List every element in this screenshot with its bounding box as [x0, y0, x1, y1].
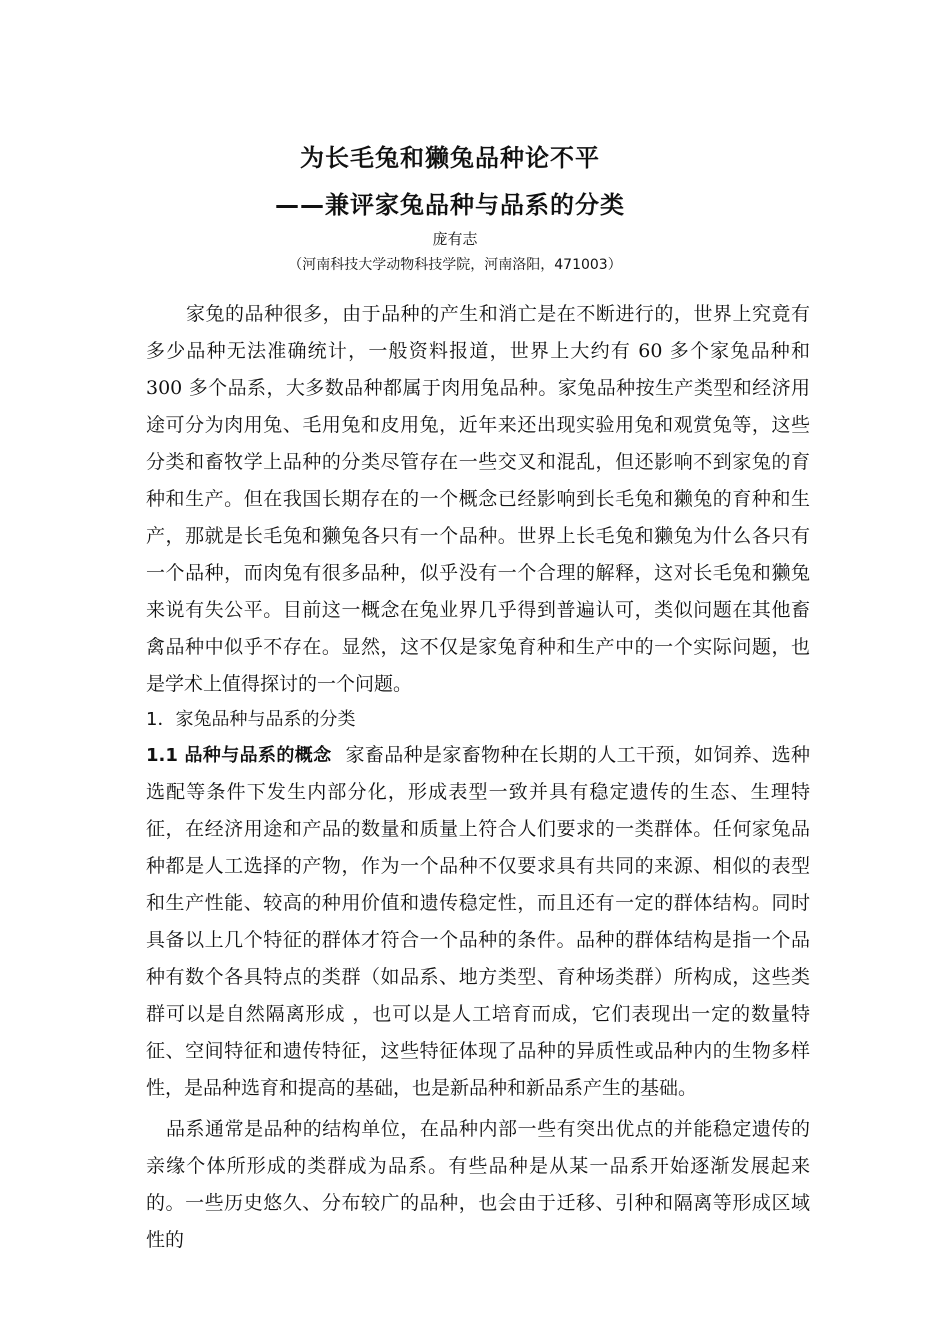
author-name: 庞有志 — [432, 230, 478, 248]
document-subtitle: ——兼评家兔品种与品系的分类 — [275, 191, 625, 219]
concept-body: 家畜品种是家畜物种在长期的人工干预，如饲养、选种选配等条件下发生内部分化，形成表型一致并具有稳定遗传的生态、生理特征，在经济用途和产品的数量和质量上符合人们要求的一类群体。任何家兔品种都是人工选择的产物，作为一个品种不仅要求具有共同的来源、相似的表型和生产性能、较高的种用价值和遗传稳定性，而且还有一定的群体结构。同时具备以上几个特征的群体才符合一个品种的条件。品种的群体结构是指一个品种有数个各具特点的类群（如品系、地方类型、育种场类群）所构成，这些类群可以是自然隔离形成 ，也可以是人工培育而成，它们表现出一定的数量特征、空间特征和遗传特征，这些特征体现了品种的异质性或品种内的生物多样性，是品种选育和提高的基础，也是新品种和新品系产生的基础。 — [146, 744, 810, 1099]
concept-paragraph — [146, 737, 810, 1107]
section-heading: 1．家兔品种与品系的分类 — [146, 709, 356, 730]
subsection-heading: 1.1 品种与品系的概念 — [146, 745, 332, 766]
strain-paragraph: 品系通常是品种的结构单位，在品种内部一些有突出优点的并能稳定遗传的亲缘个体所形成的类群成为品系。有些品种是从某一品系开始逐渐发展起来的。一些历史悠久、分布较广的品种，也会由于迁移、引种和隔离等形成区域性的 — [146, 1118, 810, 1251]
author-affiliation: （河南科技大学动物科技学院，河南洛阳，471003） — [288, 257, 622, 273]
document-title: 为长毛兔和獭兔品种论不平 — [300, 144, 600, 172]
intro-paragraph: 家兔的品种很多，由于品种的产生和消亡是在不断进行的，世界上究竟有多少品种无法准确统计，一般资料报道，世界上大约有 60 多个家兔品种和 300 多个品系，大多数品种都属于肉用兔品种。家兔品种按生产类型和经济用途可分为肉用兔、毛用兔和皮用兔，近年来还出现实验用兔和观赏兔等，这些分类和畜牧学上品种的分类尽管存在一些交叉和混乱，但还影响不到家兔的育种和生产。但在我国长期存在的一个概念已经影响到长毛兔和獭兔的育种和生产，那就是长毛兔和獭兔各只有一个品种。世界上长毛兔和獭兔为什么各只有一个品种，而肉兔有很多品种，似乎没有一个合理的解释，这对长毛兔和獭兔来说有失公平。目前这一概念在兔业界几乎得到普遍认可，类似问题在其他畜禽品种中似乎不存在。显然，这不仅是家兔育种和生产中的一个实际问题，也是学术上值得探讨的一个问题。 — [146, 303, 810, 695]
